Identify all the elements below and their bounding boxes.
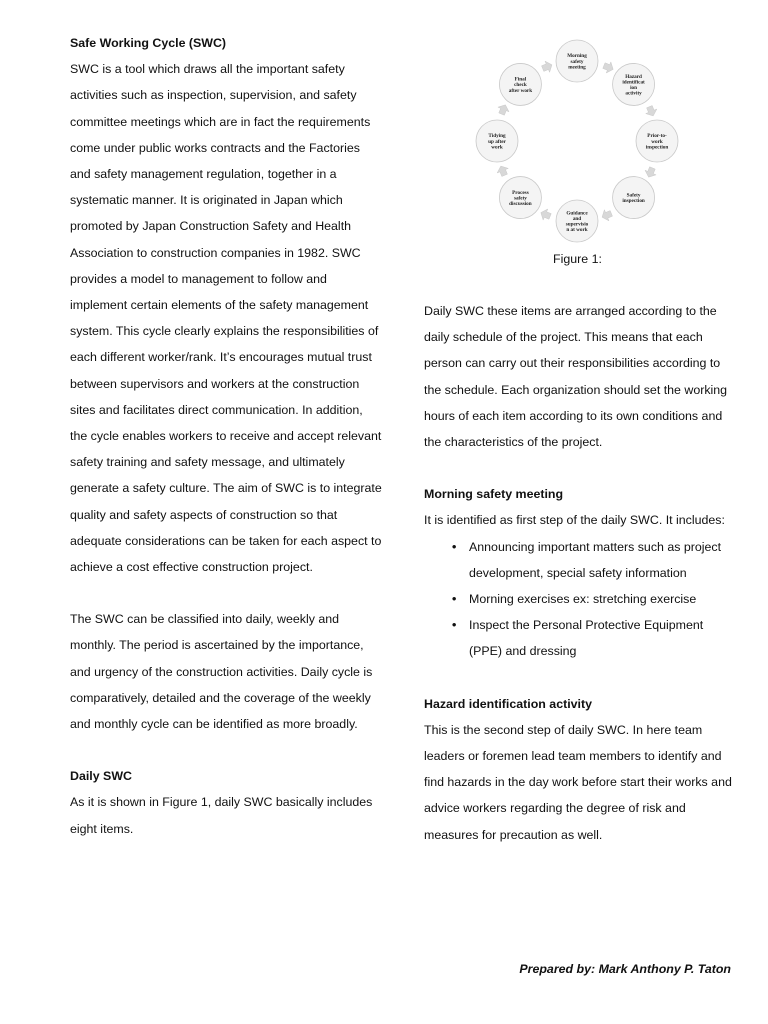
morning-safety-meeting-heading: Morning safety meeting <box>424 487 564 502</box>
swc-intro-paragraph: SWC is a tool which draws all the important safety activities such as inspection, supervision, and safety committee meetings which are in fact the requirements come under public works contracts and the Factories and safety management regulation, together in a systematic manner. It is originated in Japan which promoted by Japan Construction Safety and Health Association to construction companies in 1982. SWC provides a model to management to follow and implement certain elements of the safety management system. This cycle clearly explains the responsibilities of each different worker/rank. It’s encourages mutual trust between supervisors and workers at the construction sites and facilitates direct communication. In addition, the cycle enables workers to receive and accept relevant safety training and safety message, and ultimately generate a safety culture. The aim of SWC is to integrate quality and safety aspects of construction so that adequate considerations can be taken for each aspect to achieve a cost effective construction project. <box>70 62 382 575</box>
cycle-node <box>613 63 655 105</box>
cycle-diagram-svg <box>470 36 685 250</box>
list-item-text: Morning exercises ex: stretching exercise <box>469 592 697 607</box>
cycle-node-label: Final <box>514 76 527 83</box>
spacer <box>424 665 736 691</box>
cycle-node-label: supervisio <box>565 221 589 228</box>
swc-classification-paragraph: The SWC can be classified into daily, weekly and monthly. The period is ascertained by the importance, and urgency of the construction activities. Daily cycle is comparatively, detailed and the coverage of the weekly and monthly cycle can be identified as more broadly. <box>70 612 373 732</box>
right-column <box>424 298 736 848</box>
cycle-node-label: n at work <box>566 227 588 234</box>
cycle-node-label: identificat <box>622 79 645 86</box>
cycle-node-label: Safety <box>626 192 641 199</box>
bullet-icon: • <box>452 539 457 554</box>
cycle-node-label: Tidying <box>488 133 506 140</box>
figure-caption: Figure 1: <box>553 252 602 266</box>
cycle-node-label: work <box>491 144 503 151</box>
hazard-identification-paragraph: This is the second step of daily SWC. In here team leaders or foremen lead team members to identify and find hazards in the day work before start their works and advice workers regarding the degree of risk and measures for precaution as well. <box>424 722 732 842</box>
cycle-arrow-icon <box>602 60 616 75</box>
cycle-arrow-icon <box>643 166 658 180</box>
cycle-node-label: meeting <box>568 64 586 71</box>
spacer <box>424 455 736 481</box>
cycle-node <box>556 200 598 242</box>
figure-1-cycle-diagram <box>470 36 685 250</box>
cycle-node-label: Process <box>512 189 529 196</box>
cycle-node-label: inspection <box>622 198 645 205</box>
spacer <box>70 580 382 606</box>
list-item <box>424 534 736 586</box>
section-title-swc: Safe Working Cycle (SWC) <box>70 36 227 50</box>
cycle-arrow-icon <box>600 208 614 223</box>
hazard-identification-heading: Hazard identification activity <box>424 696 592 711</box>
cycle-node-label: up after <box>488 138 506 145</box>
bullet-icon: • <box>452 618 457 633</box>
cycle-node-label: safety <box>570 58 584 65</box>
cycle-node-label: activity <box>625 90 642 97</box>
cycle-arrow-icon <box>540 59 554 74</box>
cycle-arrow-icon <box>496 103 511 117</box>
prepared-by-footer: Prepared by: Mark Anthony P. Taton <box>519 962 731 976</box>
cycle-node-label: inspection <box>645 144 669 151</box>
cycle-arrow-icon <box>644 104 659 118</box>
cycle-arrow-icon <box>539 207 553 222</box>
cycle-arrow-icon <box>495 164 510 178</box>
cycle-node-label: ion <box>630 85 638 92</box>
spacer <box>70 737 382 763</box>
daily-swc-paragraph: As it is shown in Figure 1, daily SWC basically includes eight items. <box>70 795 373 836</box>
cycle-node-label: and <box>572 216 582 222</box>
cycle-node-label: after work <box>508 87 533 94</box>
cycle-node-label: safety <box>513 195 527 202</box>
bullet-icon: • <box>452 592 457 607</box>
daily-swc-heading: Daily SWC <box>70 769 132 784</box>
cycle-node <box>499 63 541 105</box>
cycle-node <box>613 177 655 219</box>
cycle-node-label: discussion <box>509 200 532 207</box>
cycle-node-label: Guidance <box>566 210 588 217</box>
cycle-node <box>636 120 678 162</box>
cycle-node-label: check <box>514 82 527 89</box>
cycle-node-label: work <box>651 138 663 145</box>
daily-swc-schedule-paragraph: Daily SWC these items are arranged according to the daily schedule of the project. This means that each person can carry out their responsibilities according to the schedule. Each organization should set the working hours of each item according to its own conditions and the characteristics of the project. <box>424 304 728 450</box>
cycle-node-label: Prior-to- <box>647 133 667 140</box>
morning-meeting-bullet-list <box>424 534 736 665</box>
cycle-node <box>499 177 541 219</box>
list-item <box>424 612 736 664</box>
cycle-node-label: Hazard <box>625 73 642 80</box>
list-item-text: Inspect the Personal Protective Equipment (PPE) and dressing <box>469 618 704 659</box>
list-item-text: Announcing important matters such as project development, special safety information <box>469 539 722 580</box>
list-item <box>424 586 736 612</box>
cycle-node-label: Morning <box>567 53 587 60</box>
cycle-node <box>476 120 518 162</box>
cycle-node <box>556 40 598 82</box>
left-column <box>70 30 382 842</box>
morning-safety-meeting-intro: It is identified as first step of the daily SWC. It includes: <box>424 513 725 528</box>
